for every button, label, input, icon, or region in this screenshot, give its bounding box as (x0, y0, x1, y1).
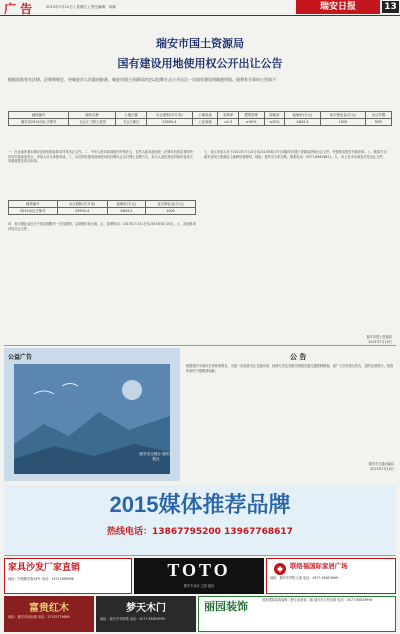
table-cell: 瑞安市2015出让字第号 (9, 119, 69, 126)
ad-home-plaza-text: 地址：瑞安市罗阳大道 电话：0577-65819999 (270, 576, 338, 580)
table-cell: ≤1.5 (218, 119, 238, 126)
table-header-cell: 土地位置 (116, 112, 147, 119)
announcement-body-left-2: 四、竞买保证金应当于规定期限内一次性缴纳，以到账时间为准。五、挂牌时间：2015年7月31日至2015年8月10日。六、其他事项详见出让文件。 (8, 222, 196, 231)
table-cell: 工业用地 (192, 119, 218, 126)
page-number: 13 (382, 1, 399, 13)
table-header-cell: 起始价(万元) (107, 201, 145, 208)
deposit-table (8, 200, 196, 215)
announcement-title-line2: 国有建设用地使用权公开出让公告 (117, 57, 283, 70)
table-cell: 4843.3 (107, 208, 145, 215)
ad-toto-text: 瑞安专卖店 卫浴 厨房 (183, 584, 215, 588)
table-cell: 23905.4 (147, 119, 193, 126)
announcement-body-right: 七、竞买申请人可于2015年7月10日至2015年8月7日到瑞安市国土资源局获取出让文件，并按要求提交书面申请。八、联系方式：瑞安市国土资源局土地利用管理科，地址：瑞安市万松东路，联系电话：0577-65819811。九、本公告未尽事宜详见出让文件。 (204, 150, 390, 159)
table-header-cell: 起始价(万元) (285, 112, 320, 119)
notice-signature (300, 462, 394, 471)
table-header-cell: 出让面积(平方米) (57, 201, 107, 208)
ad-decoration-title: 丽园装饰 (204, 600, 248, 613)
ad-decoration-text: 国家建筑装饰装修工程专业承包二级 瑞安市万松东路 电话：0577-65829999 (262, 598, 373, 602)
table-header-cell: 地块编号 (9, 112, 69, 119)
notice-body: 根据瑞安市城市总体规划要求，为进一步改善市区交通环境，经研究决定对相关路段实施交通管制措施，请广大市民相互转告，届时注意绕行，给您带来的不便敬请谅解。 (186, 364, 394, 373)
table-header-cell: 绿地率 (264, 112, 285, 119)
masthead-logo: 瑞安日报 (296, 0, 380, 14)
ad-mahogany-title: 富贵红木 (29, 603, 69, 614)
signature-date: 2015年7月10日 (368, 339, 392, 344)
ad-furniture-title: 家具沙发厂家直销 (8, 563, 81, 573)
ad-home-plaza-title: 联络福国际家居广场 (290, 562, 348, 570)
table-cell: 4843.3 (285, 119, 320, 126)
banner-phones: 热线电话：13867795200 13967768617 (107, 527, 293, 537)
ad-wood-door-title: 梦天木门 (126, 603, 166, 614)
ad-furniture-text: 地址：安阳路东街26号 电话：13727689996 (8, 577, 74, 581)
announcement-title-line1: 瑞安市国土资源局 (156, 37, 244, 50)
table-header-cell: 土地用途 (192, 112, 218, 119)
table-header-cell: 地块编号 (9, 201, 58, 208)
table-header-cell: 出让年限 (366, 112, 392, 119)
public-ad-title: 公益广告 (8, 354, 33, 361)
table-header-cell: 建筑密度 (238, 112, 264, 119)
announcement-body-left: 一、出让地块基本情况及规划指标要求详见出让文件。二、中华人民共和国境内外的法人、自然人和其他组织（法律另有规定者除外）均可申请参加竞买，申请人应当单独申请。三、本次国有建设用地使用权挂牌出让实行网上挂牌方式，竞买人须在规定时间内登录交易系统提交竞买申请。 (8, 150, 195, 164)
home-plaza-logo-icon (273, 562, 287, 576)
notice-title: 公 告 (290, 353, 307, 361)
announcement-signature (300, 335, 392, 344)
table-cell: ≥30% (238, 119, 264, 126)
table-cell: 飞云江三期工业园 (69, 119, 116, 126)
table-cell: 50年 (366, 119, 392, 126)
ad-toto-logo: TOTO (167, 560, 231, 580)
table-header-cell: 地块名称 (69, 112, 116, 119)
ad-wood-door-text: 地址：瑞安市安阳路 电话：0577-65829999 (100, 617, 165, 621)
table-cell: 2015出让字第号 (9, 208, 58, 215)
land-parcel-table (8, 111, 392, 126)
table-header-cell: 竞买保证金(万元) (146, 201, 196, 208)
table-cell: ≤20% (264, 119, 285, 126)
public-ad-sponsor: 瑞安市文明办 瑞安日报社 (139, 452, 173, 461)
table-cell: 1000 (146, 208, 196, 215)
ad-mahogany-text: 地址：瑞安市仙岩镇 电话：13705779699 (8, 615, 70, 619)
announcement-intro: 根据国家有关法律、法规和规定，经瑞安市人民政府批准，瑞安市国土资源局决定以挂牌方式公开出让一宗国有建设用地使用权。现将有关事项公告如下： (8, 77, 280, 82)
signature-org: 瑞安市国土资源局 (366, 335, 392, 339)
section-label: 广 告 (4, 2, 33, 16)
notice-signature-date: 2015年7月10日 (370, 466, 394, 471)
table-cell: 1000 (320, 119, 366, 126)
banner-title: 2015媒体推荐品牌 (109, 492, 291, 517)
table-header-cell: 竞买保证金(万元) (320, 112, 366, 119)
table-cell: 23905.4 (57, 208, 107, 215)
table-header-cell: 出让面积(平方米) (147, 112, 193, 119)
section-divider (4, 345, 396, 346)
table-cell: 飞云江新区 (116, 119, 147, 126)
notice-signature-org: 瑞安市交通运输局 (368, 462, 394, 466)
dateline: 2015年7月10日 / 星期五 / 责任编辑：刘颖 (46, 5, 116, 9)
table-header-cell: 容积率 (218, 112, 238, 119)
